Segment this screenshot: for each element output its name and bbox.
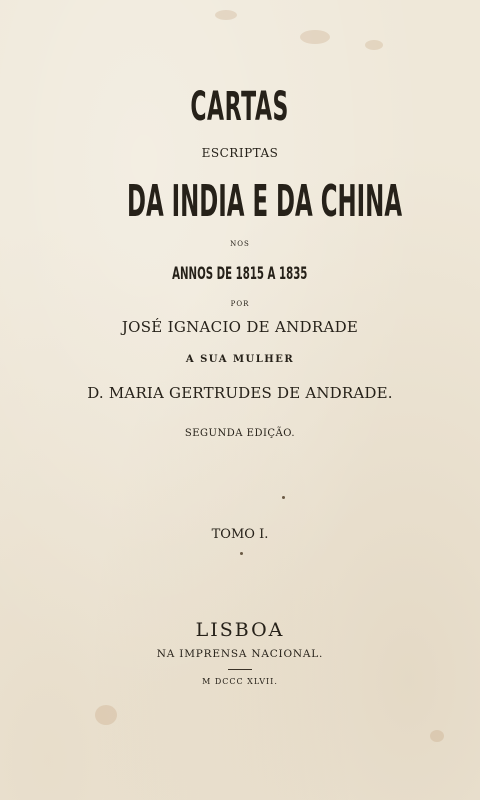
publication-city: LISBOA [195,619,285,641]
ink-speck [240,552,243,555]
book-subtitle: DA INDIA E DA CHINA [126,176,403,227]
paper-stain [365,40,383,50]
separator-rule [228,669,252,670]
publication-year: M DCCC XLVII. [202,677,278,686]
volume-label: TOMO I. [211,527,269,542]
edition-label: SEGUNDA EDIÇÃO. [184,428,296,439]
book-title: CARTAS [190,84,290,130]
publisher: NA IMPRENSA NACIONAL. [156,648,324,660]
subtitle-prefix: ESCRIPTAS [201,146,279,160]
paper-stain [300,30,330,44]
years-range: ANNOS DE 1815 A 1835 [172,264,308,284]
paper-stain [430,730,444,742]
paper-stain [215,10,237,20]
dedicatee-name: D. MARIA GERTRUDES DE ANDRADE. [87,384,393,402]
ink-speck [282,496,285,499]
author-name: JOSÉ IGNACIO DE ANDRADE [121,318,359,336]
connector-por: POR [230,300,250,308]
paper-stain [95,705,117,725]
connector-nos: NOS [230,240,250,248]
dedication: A SUA MULHER [185,354,295,365]
